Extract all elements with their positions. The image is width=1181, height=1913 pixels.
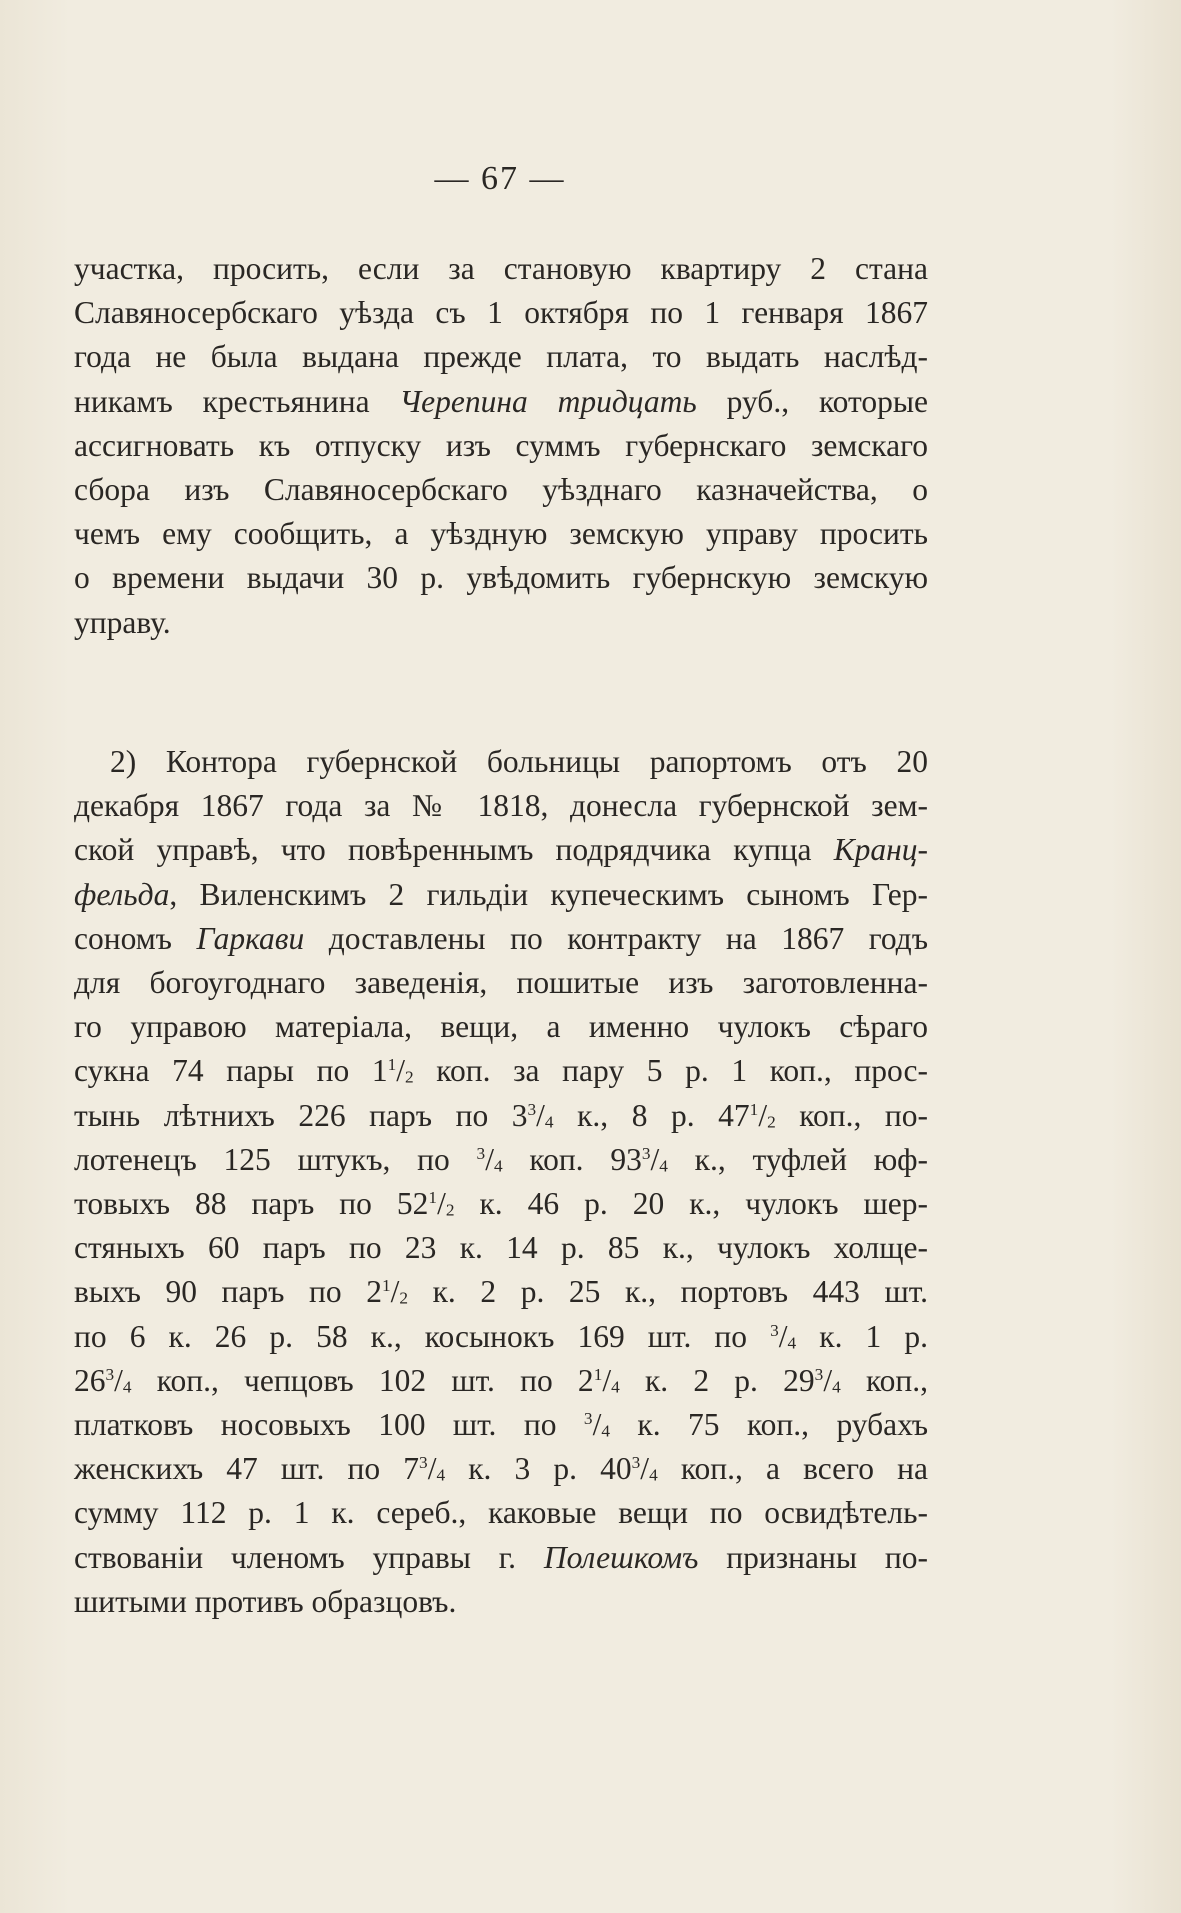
text-line [74, 512, 928, 556]
text-line [74, 1359, 928, 1403]
fraction-slash: / [602, 1362, 612, 1398]
fraction-numerator: 1 [428, 1187, 438, 1207]
fraction-numerator: 3 [814, 1364, 824, 1384]
text-run: декабря 1867 года за № 1818, донесла губернской зем- [74, 788, 928, 824]
fraction-numerator: 3 [631, 1453, 641, 1472]
text-run: к. 2 р. 25 к., портовъ 443 шт. [408, 1274, 928, 1310]
text-run: 26 [74, 1362, 106, 1398]
text-line [74, 1005, 928, 1049]
fraction-slash: / [778, 1318, 788, 1354]
fraction-numerator: 3 [105, 1364, 115, 1384]
text-line [74, 468, 928, 512]
text-run: признаны по- [698, 1539, 928, 1575]
fraction-numerator: 3 [419, 1453, 428, 1472]
fraction-denominator: 4 [611, 1377, 620, 1397]
text-run: к. 3 р. 40 [445, 1451, 632, 1487]
paragraph-1 [74, 247, 928, 645]
text-run: тынь лѣтнихъ 226 паръ по 3 [74, 1097, 528, 1133]
text-line [74, 828, 928, 872]
page-number: — 67 — [434, 160, 566, 197]
text-run: сукна 74 пары по 1 [74, 1053, 388, 1089]
text-line [74, 1270, 928, 1314]
text-run: к. 2 р. 29 [619, 1362, 815, 1398]
text-line [74, 1580, 928, 1624]
text-run: Славяносербскаго уѣзда съ 1 октября по 1 генваря 1867 [74, 295, 928, 331]
text-run: платковъ носовыхъ 100 шт. по [74, 1407, 584, 1443]
fraction [642, 1142, 668, 1177]
text-run: 2) Контора губернской больницы рапортомъ отъ 20 [110, 744, 928, 779]
fraction-slash: / [823, 1362, 833, 1398]
text-run: ской управѣ, что повѣреннымъ подрядчика купца [74, 832, 834, 868]
text-run: к., туфлей юф- [667, 1141, 929, 1177]
text-line [74, 961, 928, 1005]
text-run: года не была выдана прежде плата, то выдать наслѣд- [74, 339, 928, 375]
fraction-numerator: 1 [381, 1276, 391, 1296]
fraction-slash: / [390, 1274, 400, 1310]
fraction-denominator: 4 [787, 1333, 797, 1353]
fraction-numerator: 1 [593, 1364, 603, 1384]
text-run: коп. 93 [502, 1141, 642, 1177]
text-line [74, 247, 928, 291]
text-line [74, 740, 928, 784]
text-line [74, 1049, 928, 1093]
fraction [770, 1319, 796, 1354]
fraction-slash: / [114, 1362, 123, 1398]
italic-name: Кранц- [833, 832, 928, 868]
fraction-numerator: 3 [583, 1408, 593, 1428]
text-run: сумму 112 р. 1 к. сереб., каковые вещи по освидѣтель- [74, 1495, 928, 1531]
text-run: коп., по- [775, 1097, 928, 1133]
fraction-denominator: 2 [399, 1289, 409, 1309]
fraction-numerator: 1 [387, 1055, 397, 1075]
fraction [750, 1098, 776, 1133]
text-run: коп. за пару 5 р. 1 коп., прос- [413, 1053, 928, 1089]
text-run: лотенецъ 125 штукъ, по [74, 1141, 477, 1177]
text-line [74, 1226, 928, 1270]
text-line [74, 1094, 928, 1138]
fraction-denominator: 4 [122, 1377, 132, 1397]
text-run: управу. [74, 604, 171, 640]
text-line [74, 1536, 928, 1580]
fraction-denominator: 4 [659, 1156, 668, 1176]
fraction-denominator: 4 [601, 1421, 610, 1441]
fraction-slash: / [437, 1186, 446, 1222]
italic-name: фельда [74, 876, 170, 912]
fraction [632, 1451, 658, 1486]
fraction-denominator: 4 [832, 1377, 841, 1397]
fraction-slash: / [640, 1451, 650, 1487]
fraction-denominator: 4 [436, 1465, 446, 1485]
text-line [74, 1447, 928, 1491]
text-line [74, 335, 928, 379]
fraction-denominator: 4 [544, 1112, 554, 1132]
text-run: , Виленскимъ 2 гильдіи купеческимъ сыномъ Гер- [169, 876, 928, 912]
fraction [419, 1451, 445, 1486]
fraction-slash: / [650, 1141, 660, 1177]
text-run: к. 46 р. 20 к., чулокъ шер- [454, 1186, 928, 1222]
fraction [528, 1098, 554, 1133]
text-run: к. 1 р. [796, 1318, 928, 1354]
text-line [74, 291, 928, 335]
text-run: шитыми противъ образцовъ. [74, 1583, 457, 1619]
text-run: выхъ 90 паръ по 2 [74, 1274, 382, 1310]
text-run: коп., чепцовъ 102 шт. по 2 [131, 1362, 594, 1398]
text-run: ствованіи членомъ управы г. [74, 1539, 544, 1575]
fraction [584, 1407, 610, 1442]
fraction-numerator: 3 [770, 1320, 779, 1340]
text-run: руб., которые [696, 383, 928, 419]
italic-name: Черепина тридцать [399, 383, 697, 419]
text-run: сбора изъ Славяносербскаго уѣзднаго казначейства, о [74, 472, 928, 508]
text-run: коп., а всего на [657, 1451, 928, 1487]
fraction [382, 1274, 408, 1309]
paragraph-2 [74, 740, 928, 1624]
text-run: никамъ крестьянина [74, 383, 400, 419]
text-line [74, 917, 928, 961]
text-run: по 6 к. 26 р. 58 к., косынокъ 169 шт. по [74, 1318, 771, 1354]
text-line [74, 784, 928, 828]
text-line [74, 1403, 928, 1447]
text-line [74, 601, 928, 645]
fraction [428, 1186, 454, 1221]
text-run: коп., [840, 1362, 929, 1398]
text-run: женскихъ 47 шт. по 7 [74, 1451, 420, 1487]
fraction-slash: / [536, 1097, 545, 1133]
text-run: о времени выдачи 30 р. увѣдомить губернскую земскую [74, 560, 928, 596]
text-line [74, 424, 928, 468]
italic-name: Гаркави [196, 920, 305, 956]
text-line [74, 1182, 928, 1226]
text-line [74, 873, 928, 917]
fraction-slash: / [758, 1097, 768, 1133]
text-run: доставлены по контракту на 1867 годъ [304, 920, 928, 956]
fraction-denominator: 2 [445, 1200, 455, 1220]
text-run: к. 75 коп., рубахъ [609, 1407, 928, 1443]
fraction [594, 1363, 620, 1398]
fraction-denominator: 2 [405, 1068, 414, 1088]
text-run: к., 8 р. 47 [553, 1097, 750, 1133]
fraction-denominator: 2 [767, 1112, 776, 1132]
text-run: стяныхъ 60 паръ по 23 к. 14 р. 85 к., чулокъ холще- [74, 1230, 928, 1266]
fraction [815, 1363, 841, 1398]
fraction-numerator: 3 [476, 1143, 486, 1163]
italic-name: Полешкомъ [543, 1539, 699, 1575]
fraction-slash: / [592, 1407, 602, 1443]
text-run: чемъ ему сообщить, а уѣздную земскую управу просить [74, 516, 928, 552]
fraction-slash: / [396, 1053, 405, 1089]
fraction-numerator: 3 [641, 1143, 651, 1163]
text-line [74, 1138, 928, 1182]
fraction [388, 1053, 414, 1088]
text-line [74, 1315, 928, 1359]
text-run: сономъ [74, 920, 197, 956]
fraction [106, 1363, 132, 1398]
fraction-slash: / [485, 1141, 494, 1177]
fraction-denominator: 4 [649, 1465, 658, 1485]
text-run: товыхъ 88 паръ по 52 [74, 1186, 429, 1222]
text-line [74, 556, 928, 600]
fraction-numerator: 3 [527, 1099, 537, 1119]
fraction-slash: / [427, 1451, 437, 1487]
text-run: ассигновать къ отпуску изъ суммъ губернскаго земскаго [74, 427, 928, 463]
text-line [74, 380, 928, 424]
fraction-denominator: 4 [493, 1156, 503, 1176]
text-run: участка, просить, если за становую квартиру 2 стана [74, 251, 928, 286]
text-line [74, 1491, 928, 1535]
text-run: го управою матеріала, вещи, а именно чулокъ сѣраго [74, 1009, 928, 1045]
fraction-numerator: 1 [749, 1099, 759, 1119]
text-run: для богоугоднаго заведенія, пошитые изъ заготовленна- [74, 965, 928, 1001]
fraction [477, 1142, 503, 1177]
